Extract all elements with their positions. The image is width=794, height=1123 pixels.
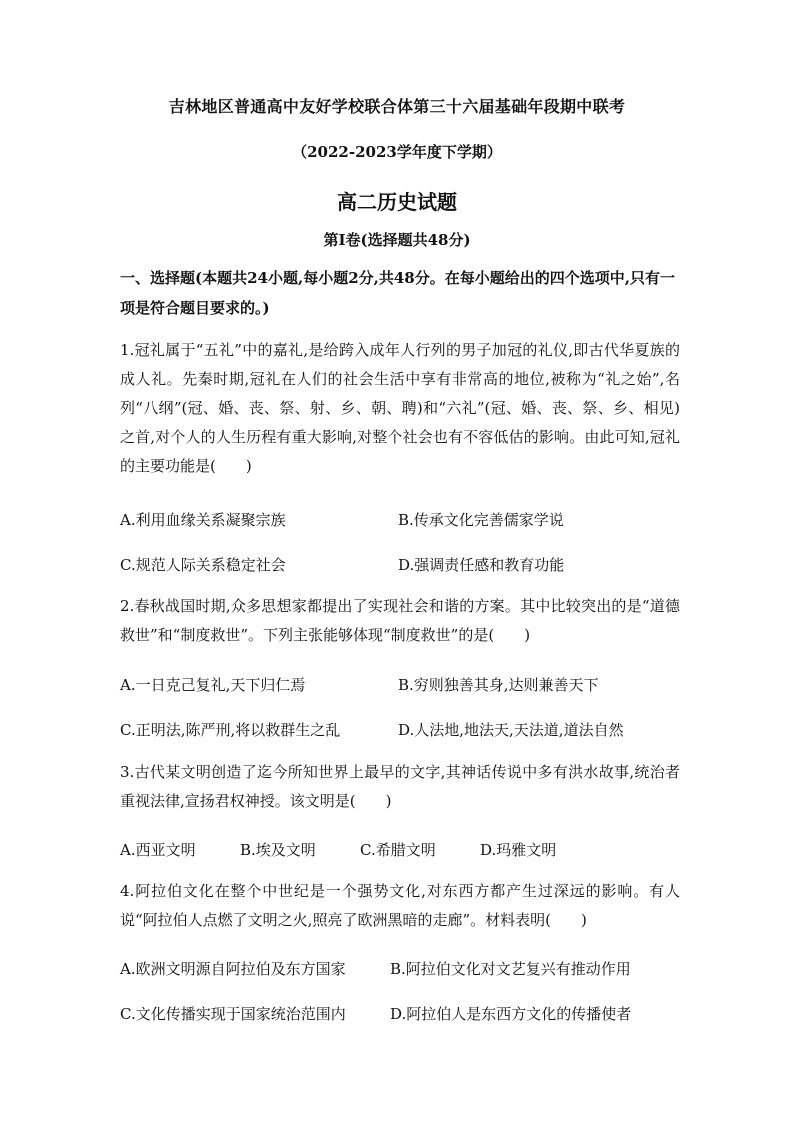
question-2-option-b: B.穷则独善其身,达则兼善天下 bbox=[398, 676, 599, 694]
question-2-option-c: C.正明法,陈严刑,将以救群生之乱 bbox=[120, 721, 341, 739]
question-3-option-a: A.西亚文明 bbox=[120, 841, 196, 859]
question-1-option-a: A.利用血缘关系凝聚宗族 bbox=[120, 511, 286, 529]
question-4-option-b: B.阿拉伯文化对文艺复兴有推动作用 bbox=[390, 960, 631, 978]
term-line: （2022-2023学年度下学期） bbox=[292, 143, 502, 161]
question-2-stem: 2.春秋战国时期,众多思想家都提出了实现社会和谐的方案。其中比较突出的是“道德救世”和“制度救世”。下列主张能够体现“制度救世”的是( ) bbox=[120, 597, 680, 644]
question-1-option-b: B.传承文化完善儒家学说 bbox=[398, 511, 564, 529]
question-1-options-row-2 bbox=[120, 553, 680, 577]
question-4-options-row-1 bbox=[120, 957, 680, 981]
question-1-option-d: D.强调责任感和教育功能 bbox=[398, 556, 565, 574]
question-2-option-d: D.人法地,地法天,天法道,道法自然 bbox=[398, 721, 624, 739]
question-2-option-a: A.一日克己复礼,天下归仁焉 bbox=[120, 676, 306, 694]
question-3-stem: 3.古代某文明创造了迄今所知世界上最早的文字,其神话传说中多有洪水故事,统治者重视法律,宣扬君权神授。该文明是( ) bbox=[120, 763, 680, 810]
question-1-option-c: C.规范人际关系稳定社会 bbox=[120, 556, 286, 574]
question-4-stem: 4.阿拉伯文化在整个中世纪是一个强势文化,对东西方都产生过深远的影响。有人说“阿拉伯人点燃了文明之火,照亮了欧洲黑暗的走廊”。材料表明( ) bbox=[120, 882, 680, 929]
question-1-options-row-1 bbox=[120, 508, 680, 532]
question-4-option-d: D.阿拉伯人是东西方文化的传播使者 bbox=[390, 1005, 632, 1023]
question-3-option-b: B.埃及文明 bbox=[240, 841, 316, 859]
school-title: 吉林地区普通高中友好学校联合体第三十六届基础年段期中联考 bbox=[168, 97, 626, 116]
section-instructions: 一、选择题(本题共24小题,每小题2分,共48分。在每小题给出的四个选项中,只有一项是符合题目要求的。) bbox=[120, 269, 675, 317]
question-4-option-a: A.欧洲文明源自阿拉伯及东方国家 bbox=[120, 960, 346, 978]
question-3-option-d: D.玛雅文明 bbox=[480, 841, 557, 859]
question-3-option-c: C.希腊文明 bbox=[360, 841, 436, 859]
question-4-options-row-2 bbox=[120, 1002, 680, 1026]
question-4-option-c: C.文化传播实现于国家统治范围内 bbox=[120, 1005, 346, 1023]
question-3-options-row bbox=[120, 838, 680, 862]
exam-title: 高二历史试题 bbox=[337, 190, 457, 214]
question-1-stem: 1.冠礼属于“五礼”中的嘉礼,是给跨入成年人行列的男子加冠的礼仪,即古代华夏族的成人礼。先秦时期,冠礼在人们的社会生活中享有非常高的地位,被称为“礼之始”,名列“八纲”(冠、婚、丧、祭、射、乡、朝、聘)和“六礼”(冠、婚、丧、祭、乡、相见)之首,对个人的人生历程有重大影响,对整个社会也有不容低估的影响。由此可知,冠礼的主要功能是( ) bbox=[120, 341, 680, 475]
question-2-options-row-2 bbox=[120, 718, 680, 742]
section-heading: 第Ⅰ卷(选择题共48分) bbox=[323, 231, 471, 249]
question-2-options-row-1 bbox=[120, 673, 680, 697]
